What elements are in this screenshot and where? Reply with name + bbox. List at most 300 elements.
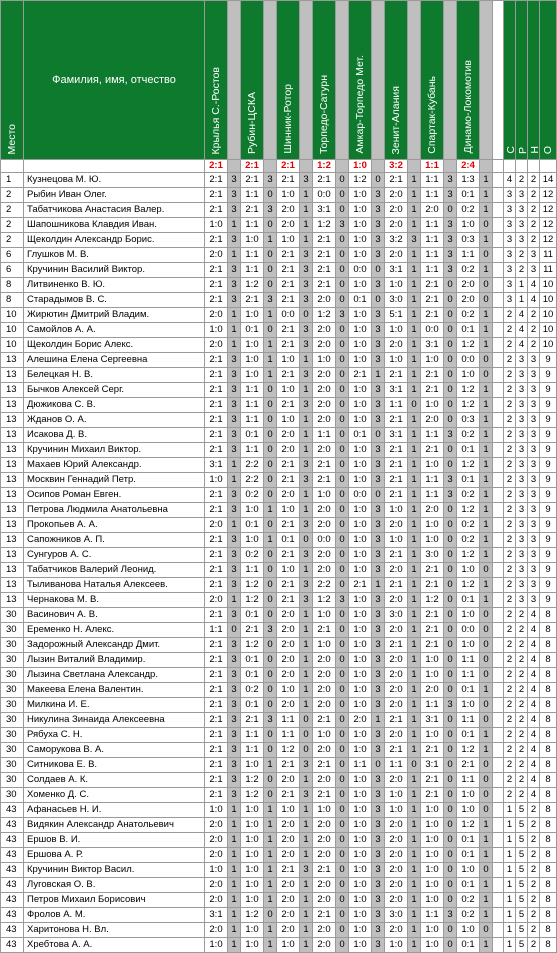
place-cell: 13	[1, 398, 24, 413]
place-cell: 2	[1, 188, 24, 203]
points-cell: 1	[480, 188, 493, 203]
prediction-cell: 0:1	[241, 698, 264, 713]
prediction-cell: 1:0	[349, 188, 372, 203]
points-cell: 1	[408, 443, 421, 458]
points-cell: 1	[408, 908, 421, 923]
prediction-cell: 2:1	[205, 728, 228, 743]
points-cell: 1	[264, 233, 277, 248]
prediction-cell: 1:1	[421, 188, 444, 203]
prediction-cell: 2:1	[313, 758, 336, 773]
points-cell: 3	[444, 908, 457, 923]
table-row	[1, 353, 557, 368]
points-cell: 0	[336, 608, 349, 623]
prediction-cell: 2:0	[313, 563, 336, 578]
points-cell: 0	[336, 233, 349, 248]
points-cell: 3	[300, 548, 313, 563]
points-cell: 1	[264, 878, 277, 893]
points-cell: 0	[480, 353, 493, 368]
place-cell: 30	[1, 608, 24, 623]
stat-cell: 3	[516, 593, 528, 608]
points-cell: 0	[444, 518, 457, 533]
stat-cell: 8	[540, 818, 557, 833]
points-cell: 1	[264, 503, 277, 518]
points-cell: 1	[408, 698, 421, 713]
prediction-cell: 2:1	[313, 278, 336, 293]
stat-cell: 8	[540, 938, 557, 953]
points-cell: 0	[300, 533, 313, 548]
points-cell: 1	[480, 398, 493, 413]
stat-cell: 2	[516, 263, 528, 278]
stat-cell: 3	[504, 278, 516, 293]
stat-cell: 2	[504, 578, 516, 593]
place-cell: 43	[1, 878, 24, 893]
prediction-cell: 2:1	[241, 293, 264, 308]
prediction-cell: 2:1	[313, 173, 336, 188]
prediction-cell: 2:1	[205, 398, 228, 413]
points-cell: 1	[480, 938, 493, 953]
table-row	[1, 263, 557, 278]
stat-cell: 2	[504, 788, 516, 803]
points-cell: 1	[264, 368, 277, 383]
stat-cell: 4	[528, 743, 540, 758]
table-row	[1, 668, 557, 683]
points-cell: 1	[300, 878, 313, 893]
table-row	[1, 458, 557, 473]
prediction-cell: 1:0	[457, 368, 480, 383]
stat-cell: 12	[540, 203, 557, 218]
prediction-cell: 2:0	[313, 368, 336, 383]
points-cell: 0	[372, 263, 385, 278]
table-row	[1, 548, 557, 563]
points-cell: 3	[372, 593, 385, 608]
points-cell: 1	[300, 923, 313, 938]
points-cell: 1	[408, 503, 421, 518]
prediction-cell: 0:1	[241, 323, 264, 338]
points-cell: 1	[408, 248, 421, 263]
name-cell: Кручинин Виктор Васил.	[24, 863, 205, 878]
points-cell: 1	[408, 638, 421, 653]
stat-cell: 14	[540, 173, 557, 188]
prediction-cell: 2:2	[313, 578, 336, 593]
prediction-cell: 1:0	[349, 533, 372, 548]
stat-cell: 12	[540, 188, 557, 203]
stat-cell: 2	[504, 533, 516, 548]
points-cell: 3	[300, 263, 313, 278]
stat-cell: 2	[516, 668, 528, 683]
points-cell: 3	[228, 728, 241, 743]
prediction-cell: 2:1	[277, 593, 300, 608]
points-cell: 0	[444, 383, 457, 398]
name-cell: Рыбин Иван Олег.	[24, 188, 205, 203]
points-cell: 1	[228, 893, 241, 908]
stat-cell: 3	[528, 533, 540, 548]
prediction-cell: 2:0	[277, 668, 300, 683]
points-cell: 1	[300, 938, 313, 953]
points-cell: 3	[300, 323, 313, 338]
prediction-cell: 1:2	[349, 173, 372, 188]
prediction-cell: 2:0	[313, 683, 336, 698]
prediction-cell: 1:0	[349, 893, 372, 908]
spacer-cell	[493, 308, 504, 323]
prediction-cell: 1:0	[349, 863, 372, 878]
prediction-cell: 2:1	[205, 653, 228, 668]
points-cell: 0	[264, 278, 277, 293]
points-cell: 3	[228, 743, 241, 758]
prediction-cell: 2:1	[205, 758, 228, 773]
name-cell: Хребтова А. А.	[24, 938, 205, 953]
points-cell: 3	[300, 758, 313, 773]
points-cell: 0	[264, 728, 277, 743]
stat-cell: 3	[528, 248, 540, 263]
points-cell: 3	[372, 818, 385, 833]
points-cell: 3	[372, 638, 385, 653]
stat-cell: 2	[504, 743, 516, 758]
stat-cell: 8	[540, 923, 557, 938]
prediction-cell: 1:0	[277, 233, 300, 248]
place-cell: 13	[1, 383, 24, 398]
stat-cell: 2	[504, 638, 516, 653]
prediction-cell: 1:2	[457, 578, 480, 593]
prediction-cell: 1:2	[241, 578, 264, 593]
spacer-cell	[493, 338, 504, 353]
points-cell: 3	[372, 278, 385, 293]
points-cell: 0	[444, 623, 457, 638]
points-cell: 0	[444, 788, 457, 803]
prediction-cell: 1:2	[457, 818, 480, 833]
points-cell: 1	[300, 623, 313, 638]
points-cell: 1	[408, 818, 421, 833]
prediction-cell: 1:0	[349, 638, 372, 653]
prediction-cell: 3:2	[385, 233, 408, 248]
prediction-cell: 1:0	[457, 698, 480, 713]
points-cell: 1	[228, 878, 241, 893]
prediction-cell: 1:0	[349, 848, 372, 863]
points-cell: 0	[336, 923, 349, 938]
points-cell: 1	[408, 788, 421, 803]
prediction-cell: 0:1	[457, 833, 480, 848]
place-cell: 10	[1, 323, 24, 338]
points-cell: 0	[444, 353, 457, 368]
prediction-cell: 5:1	[385, 308, 408, 323]
prediction-cell: 2:1	[277, 278, 300, 293]
stat-cell: 8	[540, 683, 557, 698]
stat-cell: 10	[540, 278, 557, 293]
points-cell: 3	[372, 803, 385, 818]
points-cell: 3	[228, 698, 241, 713]
points-cell: 0	[264, 548, 277, 563]
prediction-cell: 2:1	[277, 473, 300, 488]
points-cell: 1	[480, 593, 493, 608]
spacer-cell	[493, 458, 504, 473]
prediction-cell: 2:1	[385, 743, 408, 758]
stat-cell: 4	[528, 773, 540, 788]
prediction-cell: 2:0	[205, 308, 228, 323]
prediction-cell: 1:0	[349, 743, 372, 758]
points-cell: 3	[228, 608, 241, 623]
actual-result: 2:1	[277, 160, 300, 173]
points-cell: 0	[444, 653, 457, 668]
points-cell: 0	[372, 488, 385, 503]
points-cell: 0	[336, 248, 349, 263]
points-cell: 1	[300, 893, 313, 908]
prediction-cell: 0:1	[457, 728, 480, 743]
points-cell: 1	[408, 488, 421, 503]
prediction-cell: 1:1	[241, 413, 264, 428]
points-cell: 3	[444, 698, 457, 713]
points-cell: 0	[444, 533, 457, 548]
table-row	[1, 593, 557, 608]
prediction-cell: 1:0	[421, 818, 444, 833]
prediction-cell: 2:0	[385, 188, 408, 203]
points-cell: 1	[408, 473, 421, 488]
points-cell: 1	[264, 758, 277, 773]
prediction-cell: 1:0	[421, 878, 444, 893]
actual-result: 1:1	[421, 160, 444, 173]
points-cell: 1	[408, 458, 421, 473]
table-row	[1, 383, 557, 398]
points-cell: 0	[372, 428, 385, 443]
prediction-cell: 2:0	[313, 878, 336, 893]
prediction-cell: 1:0	[421, 458, 444, 473]
points-cell: 0	[264, 248, 277, 263]
prediction-cell: 2:1	[277, 788, 300, 803]
points-cell: 1	[228, 473, 241, 488]
points-cell: 0	[480, 608, 493, 623]
prediction-cell: 2:0	[277, 878, 300, 893]
table-row	[1, 203, 557, 218]
prediction-cell: 1:2	[457, 338, 480, 353]
stat-cell: 2	[504, 608, 516, 623]
prediction-cell: 3:0	[385, 608, 408, 623]
prediction-cell: 1:1	[277, 713, 300, 728]
prediction-cell: 1:0	[349, 278, 372, 293]
stat-cell: 5	[516, 848, 528, 863]
name-cell: Петрова Людмила Анатольевна	[24, 503, 205, 518]
prediction-cell: 1:0	[349, 773, 372, 788]
stat-cell: 9	[540, 443, 557, 458]
stat-cell: 8	[540, 908, 557, 923]
place-cell: 43	[1, 923, 24, 938]
prediction-cell: 2:1	[205, 278, 228, 293]
name-cell: Щеколдин Александр Борис.	[24, 233, 205, 248]
name-cell: Саморукова В. А.	[24, 743, 205, 758]
stat-cell: 2	[504, 518, 516, 533]
prediction-cell: 2:0	[385, 863, 408, 878]
prediction-cell: 0:2	[457, 308, 480, 323]
points-cell: 0	[444, 848, 457, 863]
prediction-cell: 0:1	[457, 878, 480, 893]
place-cell: 10	[1, 308, 24, 323]
place-cell: 43	[1, 938, 24, 953]
prediction-cell: 2:1	[385, 368, 408, 383]
points-cell: 1	[228, 848, 241, 863]
stat-cell: 3	[516, 383, 528, 398]
points-cell: 1	[408, 278, 421, 293]
points-cell: 0	[264, 908, 277, 923]
stat-cell: 2	[528, 848, 540, 863]
stat-cell: 8	[540, 638, 557, 653]
name-cell: Задорожный Александр Дмит.	[24, 638, 205, 653]
stat-cell: 3	[516, 443, 528, 458]
prediction-cell: 1:0	[241, 233, 264, 248]
points-cell: 1	[408, 653, 421, 668]
prediction-cell: 1:1	[349, 758, 372, 773]
points-cell: 0	[336, 818, 349, 833]
prediction-cell: 1:2	[457, 383, 480, 398]
prediction-cell: 2:0	[313, 893, 336, 908]
prediction-cell: 2:1	[277, 548, 300, 563]
actual-result: 2:1	[205, 160, 228, 173]
points-cell: 0	[480, 218, 493, 233]
points-cell: 0	[444, 308, 457, 323]
spacer-cell	[493, 803, 504, 818]
points-cell: 0	[444, 833, 457, 848]
prediction-cell: 2:1	[313, 458, 336, 473]
stat-cell: 2	[504, 413, 516, 428]
prediction-cell: 1:0	[241, 803, 264, 818]
prediction-cell: 2:0	[385, 923, 408, 938]
points-cell: 3	[372, 773, 385, 788]
prediction-cell: 2:1	[205, 488, 228, 503]
points-cell: 1	[408, 383, 421, 398]
stat-cell: 9	[540, 368, 557, 383]
points-cell: 0	[444, 293, 457, 308]
prediction-cell: 1:0	[349, 398, 372, 413]
points-cell: 0	[336, 908, 349, 923]
points-cell: 0	[480, 773, 493, 788]
prediction-cell: 1:0	[349, 668, 372, 683]
points-cell: 3	[336, 218, 349, 233]
prediction-cell: 2:1	[421, 788, 444, 803]
name-cell: Исакова Д. В.	[24, 428, 205, 443]
prediction-cell: 2:0	[313, 653, 336, 668]
prediction-cell: 1:0	[349, 878, 372, 893]
prediction-cell: 1:0	[205, 323, 228, 338]
points-cell: 0	[336, 458, 349, 473]
stat-cell: 9	[540, 398, 557, 413]
prediction-cell: 1:0	[205, 218, 228, 233]
stat-cell: 3	[504, 218, 516, 233]
prediction-cell: 2:1	[277, 368, 300, 383]
prediction-cell: 2:0	[277, 923, 300, 938]
stat-cell: 2	[504, 428, 516, 443]
prediction-cell: 1:2	[457, 398, 480, 413]
points-cell: 1	[408, 938, 421, 953]
place-cell: 30	[1, 728, 24, 743]
points-cell: 1	[264, 353, 277, 368]
prediction-cell: 2:0	[277, 623, 300, 638]
points-cell: 3	[300, 293, 313, 308]
points-cell: 1	[300, 638, 313, 653]
prediction-cell: 2:1	[277, 338, 300, 353]
spacer-cell	[493, 638, 504, 653]
place-cell: 30	[1, 743, 24, 758]
points-cell: 1	[264, 833, 277, 848]
stat-cell: 2	[516, 698, 528, 713]
points-cell: 3	[444, 428, 457, 443]
prediction-cell: 1:3	[457, 173, 480, 188]
points-cell: 1	[480, 413, 493, 428]
points-cell: 3	[300, 578, 313, 593]
stat-cell: 2	[528, 893, 540, 908]
stat-cell: 5	[516, 938, 528, 953]
table-row	[1, 773, 557, 788]
table-row	[1, 503, 557, 518]
stat-cell: 9	[540, 383, 557, 398]
points-cell: 1	[480, 473, 493, 488]
prediction-cell: 1:0	[349, 338, 372, 353]
spacer-cell	[493, 788, 504, 803]
points-cell: 3	[372, 653, 385, 668]
prediction-cell: 1:2	[241, 593, 264, 608]
points-cell: 1	[408, 728, 421, 743]
points-cell: 1	[408, 803, 421, 818]
name-cell: Ершов В. И.	[24, 833, 205, 848]
prediction-cell: 1:0	[349, 383, 372, 398]
points-cell: 1	[408, 563, 421, 578]
prediction-cell: 1:0	[349, 503, 372, 518]
prediction-cell: 2:0	[313, 293, 336, 308]
spacer-cell	[493, 578, 504, 593]
actual-result: 2:4	[457, 160, 480, 173]
points-cell: 3	[372, 203, 385, 218]
points-cell: 1	[300, 653, 313, 668]
prediction-cell: 1:0	[349, 518, 372, 533]
stat-cell: 8	[540, 848, 557, 863]
spacer-cell	[493, 833, 504, 848]
points-header	[228, 1, 241, 160]
points-cell: 0	[336, 428, 349, 443]
spacer-cell	[493, 233, 504, 248]
prediction-cell: 2:1	[313, 788, 336, 803]
stat-cell: 3	[528, 578, 540, 593]
points-cell: 0	[336, 383, 349, 398]
stat-cell: 3	[516, 458, 528, 473]
prediction-cell: 0:2	[241, 548, 264, 563]
place-cell: 10	[1, 338, 24, 353]
prediction-cell: 2:0	[313, 503, 336, 518]
stat-cell: 2	[516, 743, 528, 758]
place-cell: 30	[1, 713, 24, 728]
points-cell: 3	[444, 233, 457, 248]
prediction-cell: 2:0	[277, 908, 300, 923]
points-cell: 0	[444, 923, 457, 938]
prediction-cell: 2:1	[349, 578, 372, 593]
spacer-cell	[493, 743, 504, 758]
prediction-cell: 1:1	[421, 908, 444, 923]
prediction-cell: 2:0	[205, 848, 228, 863]
points-cell: 0	[480, 803, 493, 818]
table-row	[1, 893, 557, 908]
points-cell: 0	[264, 263, 277, 278]
prediction-cell: 3:1	[205, 908, 228, 923]
points-cell: 0	[336, 743, 349, 758]
stat-cell: 2	[528, 203, 540, 218]
points-cell: 0	[336, 713, 349, 728]
stat-cell: 2	[516, 638, 528, 653]
prediction-cell: 2:1	[277, 578, 300, 593]
prediction-cell: 0:1	[241, 608, 264, 623]
stat-cell: 1	[516, 293, 528, 308]
name-cell: Солдаев А. К.	[24, 773, 205, 788]
prediction-cell: 1:0	[421, 653, 444, 668]
place-cell: 13	[1, 578, 24, 593]
points-cell: 3	[300, 473, 313, 488]
points-cell: 0	[336, 698, 349, 713]
spacer-cell	[493, 383, 504, 398]
table-row	[1, 803, 557, 818]
prediction-cell: 2:0	[385, 248, 408, 263]
